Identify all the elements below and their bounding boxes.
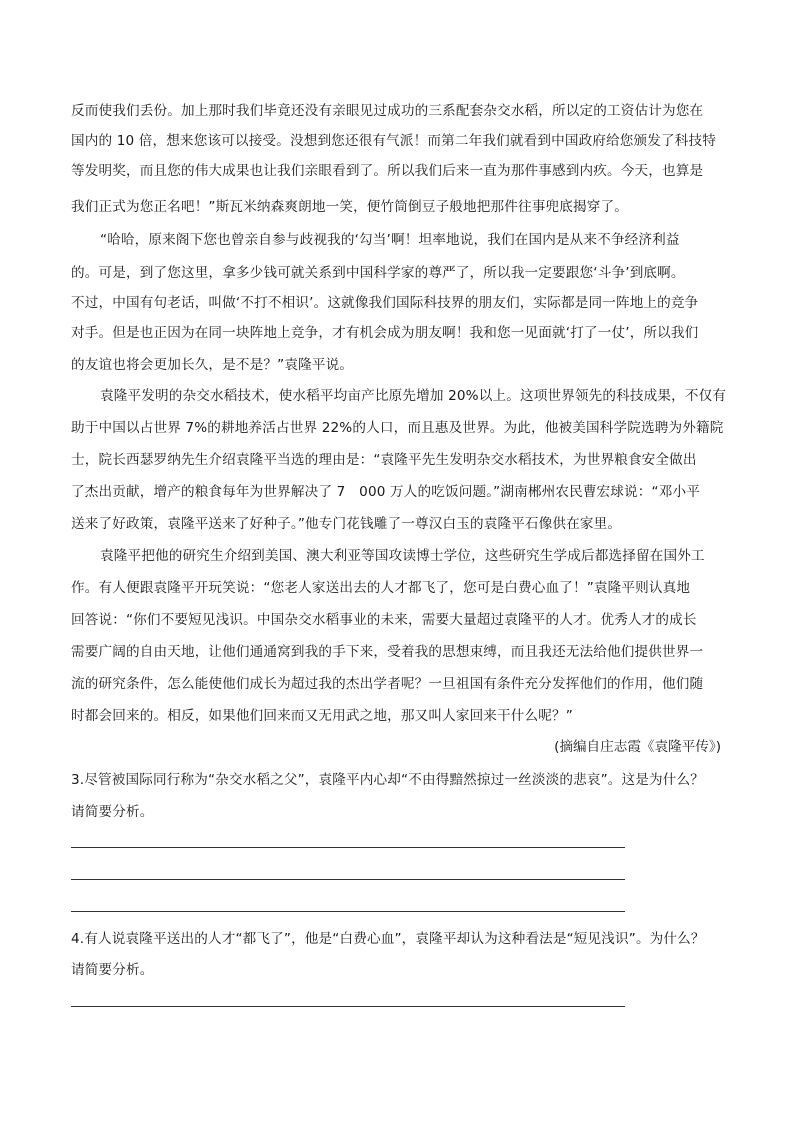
passage-line: “哈哈，原来阁下您也曾亲自参与歧视我的‘勾当’啊！坦率地说，我们在国内是从来不争经济利益: [100, 232, 680, 248]
passage-line: 袁隆平发明的杂交水稻技术，使水稻平均亩产比原先增加 20%以上。这项世界领先的科技成果，不仅有: [100, 388, 727, 404]
question-4-text: 4.有人说袁隆平送出的人才“都飞了”，他是“白费心血”，袁隆平却认为这种看法是“短见浅识”。为什么？: [71, 931, 705, 947]
source-attribution: (摘编自庄志霞《袁隆平传》): [554, 739, 721, 755]
passage-line: 反而使我们丢份。加上那时我们毕竟还没有亲眼见过成功的三系配套杂交水稻，所以定的工资估计为您在: [71, 103, 704, 119]
passage-line: 需要广阔的自由天地，让他们通通窝到我的手下来，受着我的思想束缚，而且我还无法给他们提供世界一: [71, 644, 704, 660]
passage-line: 送来了好政策，袁隆平送来了好种子。”他专门花钱雕了一尊汉白玉的袁隆平石像供在家里。: [71, 516, 622, 532]
passage-line: 士，院长西瑟罗纳先生介绍袁隆平当选的理由是：“袁隆平先生发明杂交水稻技术，为世界粮食安全做出: [71, 452, 697, 468]
answer-line[interactable]: [71, 911, 625, 912]
passage-line: 流的研究条件，怎么能使他们成长为超过我的杰出学者呢？一旦祖国有条件充分发挥他们的作用，他们随: [71, 676, 704, 692]
passage-line: 的友谊也将会更加长久，是不是？”袁隆平说。: [71, 357, 354, 373]
passage-line: 国内的 10 倍，想来您该可以接受。没想到您还很有气派！而第二年我们就看到中国政府给您颁发了科技特: [71, 133, 717, 149]
passage-line: 作。有人便跟袁隆平开玩笑说：“您老人家送出去的人才都飞了，您可是白费心血了！”袁隆平则认真地: [71, 580, 691, 596]
passage-line: 我们正式为您正名吧！”斯瓦米纳森爽朗地一笑，便竹筒倒豆子般地把那件往事兜底揭穿了。: [71, 199, 628, 215]
passage-line: 等发明奖，而且您的伟大成果也让我们亲眼看到了。所以我们后来一直为那件事感到内疚。今天，也算是: [71, 163, 704, 179]
passage-line: 袁隆平把他的研究生介绍到美国、澳大利亚等国攻读博士学位，这些研究生学成后都选择留在国外工: [100, 548, 705, 564]
passage-line: 助于中国以占世界 7%的耕地养活占世界 22%的人口，而且惠及世界。为此，他被美国科学院选聘为外籍院: [71, 420, 724, 436]
answer-line[interactable]: [71, 879, 625, 880]
question-3-text: 3.尽管被国际同行称为“杂交水稻之父”，袁隆平内心却“不由得黯然掠过一丝淡淡的悲哀”。这是为什么？: [71, 772, 705, 788]
answer-line[interactable]: [71, 1006, 625, 1007]
question-3-instruction: 请简要分析。: [71, 804, 154, 820]
passage-line: 不过，中国有句老话，叫做‘不打不相识’。这就像我们国际科技界的朋友们，实际都是同一阵地上的竞争: [71, 295, 699, 311]
question-4-instruction: 请简要分析。: [71, 962, 154, 978]
passage-line: 时都会回来的。相反，如果他们回来而又无用武之地，那又叫人家回来干什么呢？”: [71, 708, 573, 724]
passage-line: 回答说：“你们不要短见浅识。中国杂交水稻事业的未来，需要大量超过袁隆平的人才。优秀人才的成长: [71, 612, 697, 628]
answer-line[interactable]: [71, 847, 625, 848]
passage-line: 了杰出贡献，增产的粮食每年为世界解决了 7 000 万人的吃饭问题。”湖南郴州农民曹宏球说：“邓小平: [71, 484, 700, 500]
passage-line: 的。可是，到了您这里，拿多少钱可就关系到中国科学家的尊严了，所以我一定要跟您‘斗争’到底啊。: [71, 265, 685, 281]
passage-line: 对手。但是也正因为在同一块阵地上竞争，才有机会成为朋友啊！我和您一见面就‘打了一仗’，所以我们: [71, 325, 699, 341]
